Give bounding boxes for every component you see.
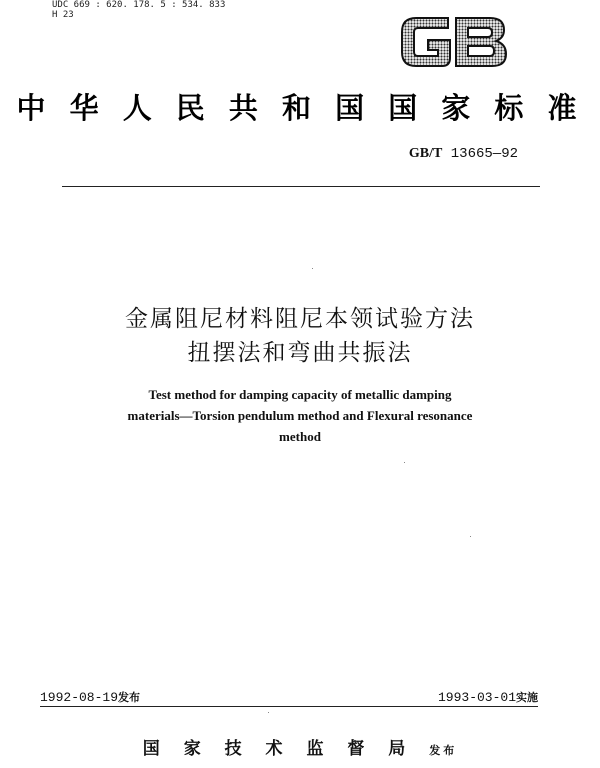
- publisher: [0, 734, 600, 759]
- standard-prefix: GB/T: [408, 146, 443, 161]
- english-title-line-3: method: [279, 429, 321, 444]
- standard-code: 13665—92: [450, 146, 518, 162]
- gb-logo-icon: [398, 10, 510, 72]
- implementation-label: 实施: [516, 691, 538, 704]
- udc-code: UDC 669 : 620. 178. 5 : 534. 833: [52, 0, 226, 10]
- scan-speck: [404, 462, 405, 463]
- footer-divider: [40, 706, 538, 707]
- scan-speck: [268, 712, 269, 713]
- standard-number: [409, 146, 518, 162]
- issued-label: 发布: [118, 691, 141, 704]
- issued-date: [40, 689, 140, 705]
- chinese-title-line-2: 扭摆法和弯曲共振法: [187, 340, 413, 366]
- issued-date-value: 1992-08-19: [40, 690, 119, 705]
- chinese-title-line-1: 金属阻尼材料阻尼本领试验方法: [125, 306, 475, 332]
- english-title-line-1: Test method for damping capacity of metallic damping: [148, 387, 452, 402]
- header-divider: [62, 186, 540, 187]
- category-code: H 23: [52, 10, 74, 20]
- implementation-date: [438, 689, 538, 705]
- implementation-date-value: 1993-03-01: [437, 690, 516, 705]
- english-title: [70, 384, 530, 447]
- scan-speck: [470, 536, 471, 537]
- scan-speck: [312, 268, 313, 269]
- english-title-line-2: materials—Torsion pendulum method and Flexural resonance: [127, 408, 473, 423]
- publisher-name: 国 家 技 术 监 督 局: [142, 739, 415, 759]
- org-title: 中 华 人 民 共 和 国 国 家 标 准: [16, 91, 584, 125]
- udc-classification: [52, 0, 225, 20]
- publisher-suffix: 发布: [429, 744, 458, 757]
